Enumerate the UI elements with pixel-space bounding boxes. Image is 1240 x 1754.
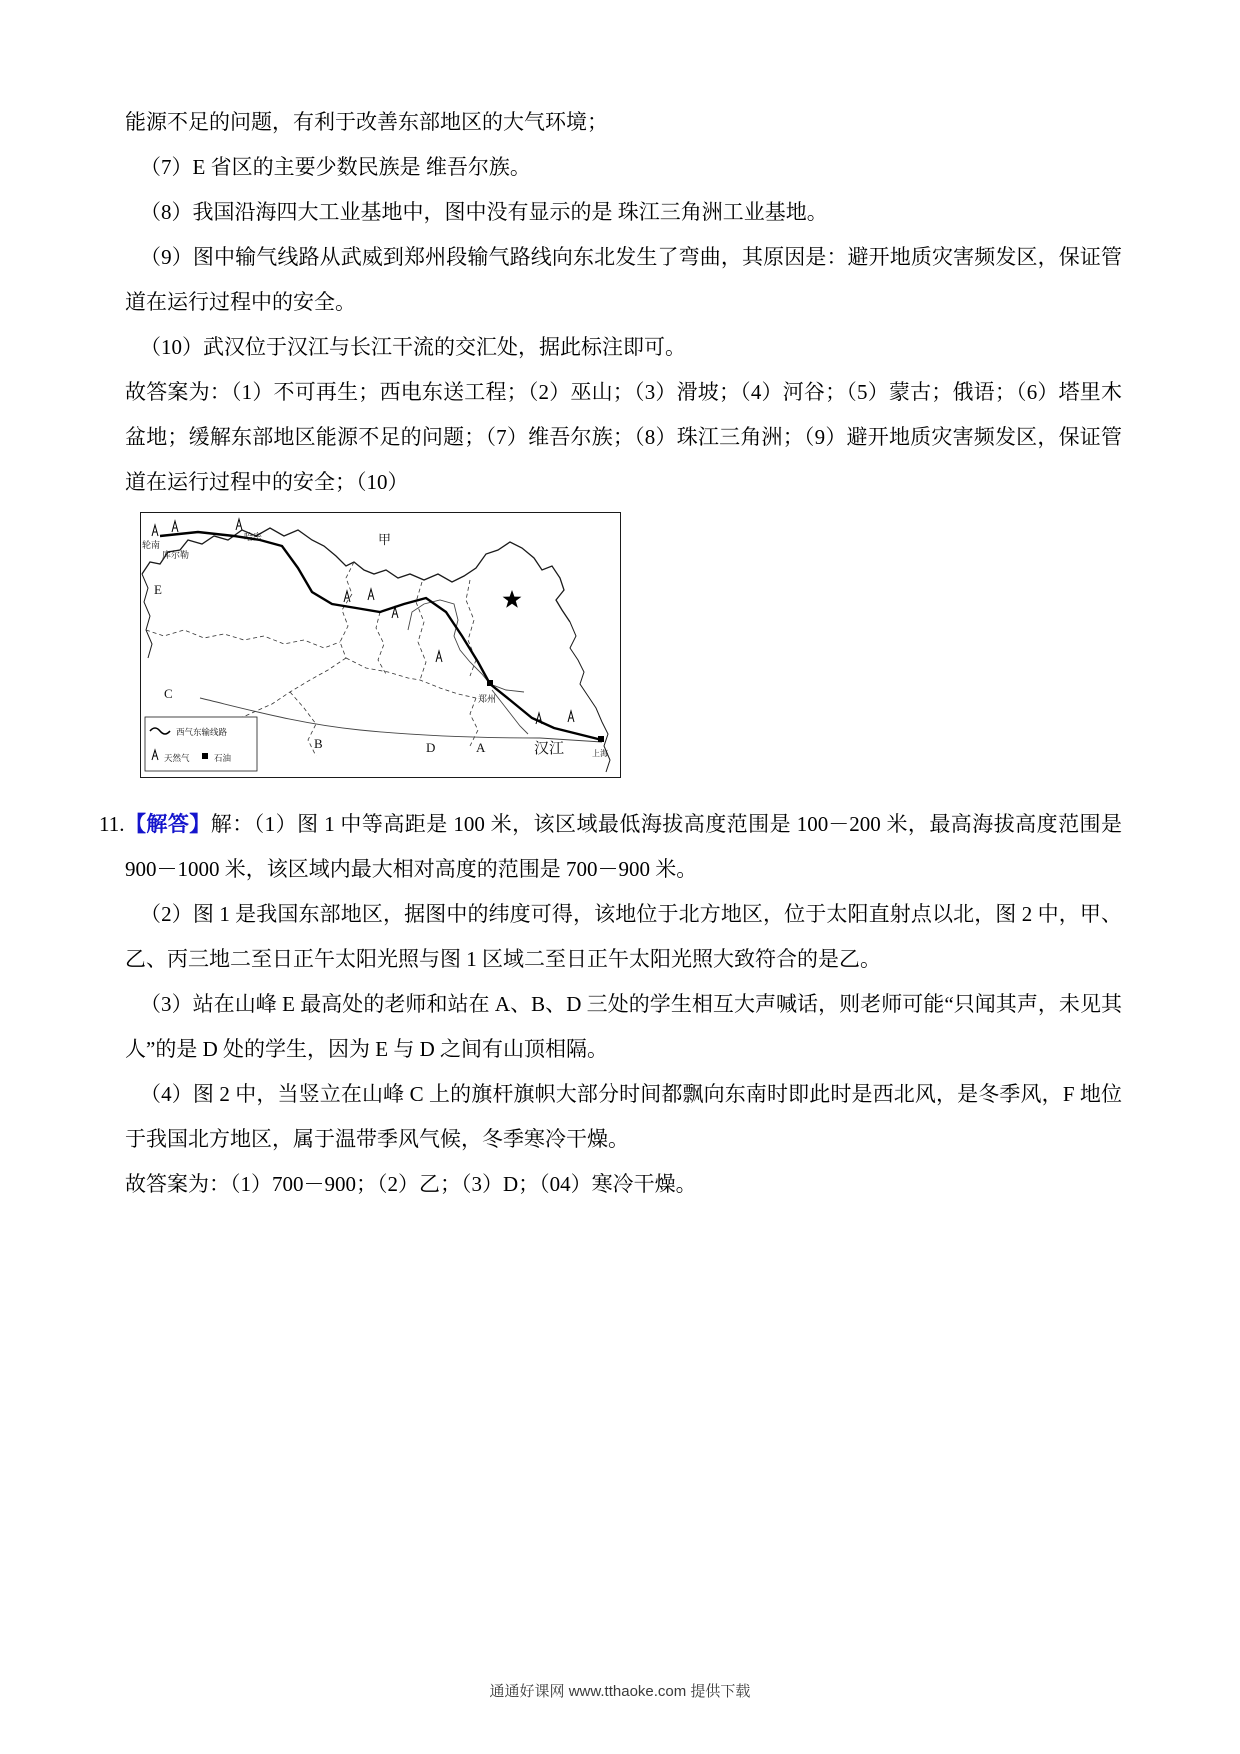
map-label-c: C	[164, 686, 173, 701]
map-label-zhengzhou: 郑州	[478, 694, 497, 704]
map-label-b: B	[314, 736, 323, 751]
legend-gas-label: 天然气	[164, 753, 190, 763]
map-label-hanjiang: 汉江	[534, 741, 565, 757]
china-pipeline-map-figure	[140, 512, 622, 778]
answer-item-9: （9）图中输气线路从武威到郑州段输气路线向东北发生了弯曲，其原因是：避开地质灾害频发区，保证管道在运行过程中的安全。	[125, 245, 1122, 314]
zhengzhou-city-dot	[487, 680, 493, 686]
legend-oil-label: 石油	[214, 753, 232, 763]
document-body	[99, 100, 1123, 1207]
answer-item-10: （10）武汉位于汉江与长江干流的交汇处，据此标注即可。	[140, 335, 686, 359]
answer-item-8: （8）我国沿海四大工业基地中，图中没有显示的是 珠江三角洲工业基地。	[140, 200, 828, 224]
answer-summary-11: 故答案为：（1）700－900；（2）乙；（3）D；（04）寒冷干燥。	[125, 1172, 697, 1196]
answer-summary-10: 故答案为：（1）不可再生；西电东送工程；（2）巫山；（3）滑坡；（4）河谷；（5）蒙古；俄语；（6）塔里木盆地；缓解东部地区能源不足的问题；（7）维吾尔族；（8）珠江三角洲；（9）避开地质灾害频发区，保证管道在运行过程中的安全；（10）	[125, 380, 1122, 494]
solution-paragraph-3: （3）站在山峰 E 最高处的老师和站在 A、B、D 三处的学生相互大声喊话，则老师可能“只闻其声，未见其人”的是 D 处的学生，因为 E 与 D 之间有山顶相隔。	[125, 992, 1122, 1061]
map-label-a: A	[476, 740, 486, 755]
answer-item-7: （7）E 省区的主要少数民族是 维吾尔族。	[140, 155, 531, 179]
solution-paragraph-4: （4）图 2 中，当竖立在山峰 C 上的旗杆旗帜大部分时间都飘向东南时即此时是西北风，是冬季风，F 地位于我国北方地区，属于温带季风气候，冬季寒冷干燥。	[125, 1082, 1122, 1151]
paragraph-continuation: 能源不足的问题，有利于改善东部地区的大气环境；	[125, 110, 608, 134]
site-footer: 通通好课网 www.tthaoke.com 提供下载	[489, 1683, 751, 1700]
map-label-hami: 哈密	[244, 532, 263, 542]
map-label-kuerle: 库尔勒	[162, 550, 190, 560]
map-label-e: E	[154, 582, 162, 597]
shanghai-city-dot	[598, 736, 604, 742]
china-pipeline-map	[140, 512, 622, 778]
solution-paragraph-2: （2）图 1 是我国东部地区，据图中的纬度可得，该地位于北方地区，位于太阳直射点以北，图 2 中，甲、乙、丙三地二至日正午太阳光照与图 1 区域二至日正午太阳光照大致符合的是乙。	[125, 902, 1122, 971]
map-label-lunnan: 轮南	[142, 540, 161, 550]
legend-route-label: 西气东输线路	[176, 727, 228, 737]
solution-paragraph-1: 解：（1）图 1 中等高距是 100 米，该区域最低海拔高度范围是 100－200 米，最高海拔高度范围是 900－1000 米，该区域内最大相对高度的范围是 700－900 米。	[125, 812, 1123, 881]
solution-tag: 【解答】	[124, 812, 211, 836]
legend-oil-icon	[202, 753, 208, 759]
map-legend	[145, 717, 257, 771]
map-label-d: D	[426, 740, 436, 755]
question-11-solution-start	[99, 802, 1123, 892]
map-label-shanghai: 上海	[592, 749, 608, 758]
map-label-jia: 甲	[378, 532, 392, 547]
question-number: 11.	[99, 812, 125, 836]
